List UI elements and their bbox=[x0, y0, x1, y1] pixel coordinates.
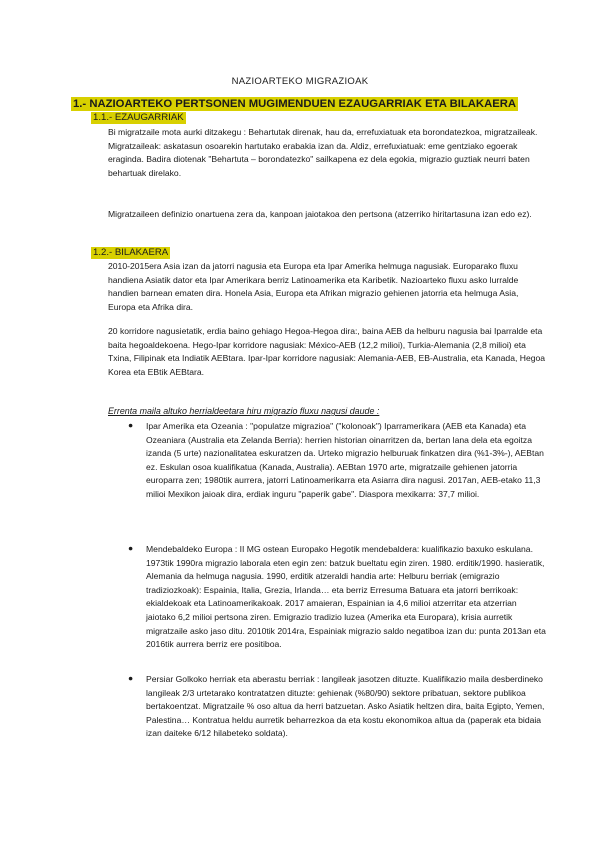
paragraph-text: Migratzaileen definizio onartuena zera da, kanpoan jaiotakoa den pertsona (atzerriko hiritartasuna izan edo ez). bbox=[108, 209, 532, 219]
subsection-heading-bilakaera: 1.2.- BILAKAERA bbox=[93, 247, 169, 258]
paragraph-text: 20 korridore nagusietatik, erdia baino gehiago Hegoa-Hegoa dira:, baina AEB da helburu nagusia bai Iparralde eta baita hegoaldekoena. Hego-Ipar korridore nagusiak: México-AEB (12,2 milioi), Turkia-Alemania (2,8 milioi) eta Txina, Filipinak eta Indiatik AEBtara. Ipar-Ipar korridore nagusiak: Alemania-AEB, EB-Australia, eta Kanada, Hegoa Korea eta EBtik AEBtara. bbox=[108, 326, 546, 377]
bullet-icon: ● bbox=[128, 673, 134, 683]
paragraph-corridors bbox=[108, 325, 548, 379]
section-heading: 1.- NAZIOARTEKO PERTSONEN MUGIMENDUEN EZAUGARRIAK ETA BILAKAERA bbox=[73, 98, 517, 110]
list-item: Mendebaldeko Europa : II MG ostean Europako Hegotik mendebaldera: kualifikazio baxuko eskulana. 1973tik 1990ra migrazio laborala eten egin zen: batzuk bueltatu egin ziren. 1980. erditik/1990. hasieratik, Alemania da helmuga nagusia. 1990, erditik atzeraldi handia arte: Helburu berriak (emigrazio tradiziozkoak): Espainia, Italia, Grezia, Irlanda… eta berriz Erresuma Batuara eta jatorri berrikoak: ekialdekoak eta Latinoamerikakoak. 2017 amaieran, Espainian ia 4,6 milioi atzerritar eta atzerrian jaiotako 6,2 milioi pertsona ziren. Emigrazio tradizio luzea (Amerika eta Europara), krisia aurretik migratzaile asko jaso ditu. 2010tik 2014ra, Espainiak migrazio saldo negatiboa izan du: punta 2013an eta 2016tik aurrera berriz ere positiboa. bbox=[146, 544, 546, 650]
paragraph-text: Bi migratzaile mota aurki ditzakegu : Behartutak direnak, hau da, errefuxiatuak eta borondatezkoa, migratzaileak. Migratzaileak: askatasun osoarekin hartutako erabakia izan da. Aldiz, errefuxiatuak: eme gentziako egoerak eraginda. Badira diotenak "Behartuta – borondatezko" sailkapena ez dela egokia, migrazio guztiak neurri baten behartuak direlako. bbox=[108, 127, 538, 178]
bullet-icon: ● bbox=[128, 420, 134, 430]
bullet-icon: ● bbox=[128, 543, 134, 553]
paragraph-types bbox=[108, 126, 548, 180]
list-item: Ipar Amerika eta Ozeania : "populatze migrazioa" ("kolonoak") Iparramerikara (AEB eta Kanada) eta Ozeaniara (Australia eta Zelanda Berria): herrien historian oinarritzen da, bertan lana dela eta egoitza izanda (5 urte) nazionalitatea eskuratzen da. Urteko migrazio helburuak finkatzen dira (%1-3%-), AEBtan ez. Eskulan osoa kualifikatua (Kanada, Australia). AEBtan 1970 arte, migratzaile gehienen jatorria europarra zen; 1980tik aurrera, jatorri Latinoamerikarra eta Asiarra dira nagusi. 2017an, AEB-etako 11,3 milioi Mexikon jaioak dira, erdiak inguru "paperik gabe". Diaspora mexikarra: 37,7 milioi. bbox=[146, 421, 544, 499]
list-item: Persiar Golkoko herriak eta aberastu berriak : langileak jasotzen dituzte. Kualifikazio maila desberdineko langileak 2/3 urtetarako kontratatzen dituzte: gehienak (%80/90) sektore pribatuan, sektore publikoa bertakoentzat. Migratzaile % oso altua da herri batzuetan. Asko Asiatik heltzen dira, baita Egipto, Yemen, Palestina… Kontratua heldu aurretik beharrezkoa da eta kostu ekonomikoa altua da (paperak eta bidaia izan daiteke 6/12 hilabeteko soldata). bbox=[146, 674, 545, 739]
paragraph-definition bbox=[108, 208, 548, 222]
list-heading: Errenta maila altuko herrialdeetara hiru migrazio fluxu nagusi daude : bbox=[108, 406, 380, 416]
paragraph-evolution bbox=[108, 260, 548, 314]
subsection-heading-ezaugarriak: 1.1.- EZAUGARRIAK bbox=[93, 112, 184, 123]
paragraph-text: 2010-2015era Asia izan da jatorri nagusia eta Europa eta Ipar Amerika helmuga nagusiak. Europarako fluxu handiena Asiatik dator eta Ipar Amerikara berriz Latinoamerika eta Karibetik. Nazioarteko fluxu asko lurralde handien barnean ematen dira. Honela Asia, Europa eta Afrikan migrazio gehienen jatorria eta helmuga Asia, Europa eta Afrika dira. bbox=[108, 261, 519, 312]
document-title: NAZIOARTEKO MIGRAZIOAK bbox=[231, 76, 369, 87]
